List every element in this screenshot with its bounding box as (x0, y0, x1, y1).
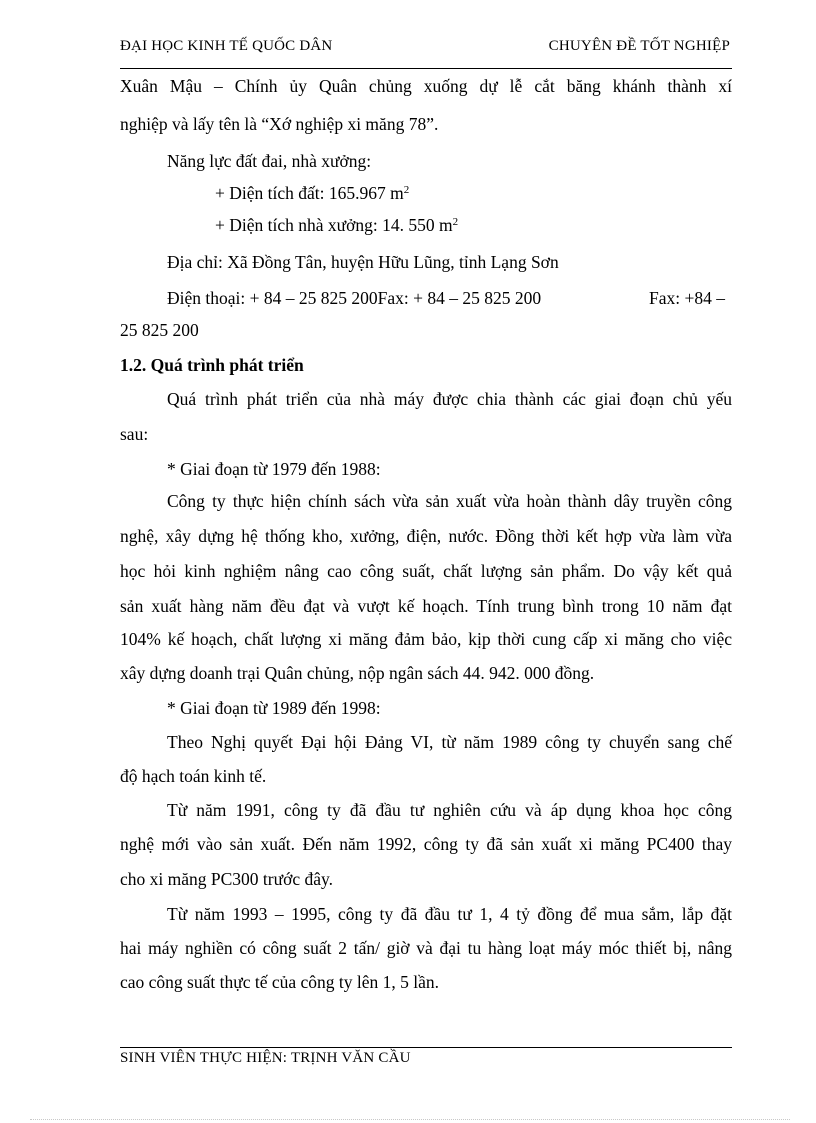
paragraph-line: học hỏi kinh nghiệm nâng cao công suất, chất lượng sản phẩm. Do vậy kết quả (120, 561, 732, 581)
header-university: ĐẠI HỌC KINH TẾ QUỐC DÂN (120, 38, 333, 54)
paragraph-line: xây dựng doanh trại Quân chủng, nộp ngân sách 44. 942. 000 đồng. (120, 663, 595, 683)
paragraph-line: nghiệp và lấy tên là “Xớ nghiệp xi măng 78”. (120, 114, 439, 134)
superscript: 2 (403, 184, 410, 196)
address-line: Địa chỉ: Xã Đồng Tân, huyện Hữu Lũng, tỉnh Lạng Sơn (167, 252, 559, 272)
paragraph-line: cao công suất thực tế của công ty lên 1, 5 lần. (120, 972, 440, 992)
paragraph-line: Xuân Mậu – Chính ủy Quân chủng xuống dự lễ cắt băng khánh thành xí (120, 76, 732, 96)
paragraph-line: Từ năm 1993 – 1995, công ty đã đầu tư 1, 4 tỷ đồng để mua sắm, lắp đặt (167, 904, 732, 924)
period-heading: * Giai đoạn từ 1979 đến 1988: (167, 459, 381, 479)
paragraph-line: Quá trình phát triển của nhà máy được chia thành các giai đoạn chủ yếu (167, 389, 732, 409)
paragraph-line: 104% kế hoạch, chất lượng xi măng đảm bảo, kịp thời cung cấp xi măng cho việc (120, 629, 732, 649)
superscript: 2 (452, 216, 459, 228)
paragraph-line: nghệ, xây dựng hệ thống kho, xưởng, điện, nước. Đồng thời kết hợp vừa làm vừa (120, 526, 732, 546)
header-rule (120, 68, 732, 69)
page-header (120, 38, 730, 60)
paragraph-line: hai máy nghiền có công suất 2 tấn/ giờ và đại tu hàng loạt máy móc thiết bị, nâng (120, 938, 732, 958)
paragraph-line: độ hạch toán kinh tế. (120, 766, 267, 786)
footer-rule (120, 1047, 732, 1048)
period-heading: * Giai đoạn từ 1989 đến 1998: (167, 698, 381, 718)
paragraph-line: Theo Nghị quyết Đại hội Đảng VI, từ năm 1989 công ty chuyển sang chế (167, 732, 732, 752)
paragraph-line: nghệ mới vào sản xuất. Đến năm 1992, công ty đã sản xuất xi măng PC400 thay (120, 834, 732, 854)
section-heading: 1.2. Quá trình phát triển (120, 355, 304, 375)
page-edge-dotted-line (30, 1119, 790, 1120)
paragraph-line: 25 825 200 (120, 320, 199, 340)
phone-fax-line: Điện thoại: + 84 – 25 825 200Fax: + 84 – 25 825 200 (167, 288, 542, 308)
land-area-line (215, 182, 409, 204)
paragraph-line: Từ năm 1991, công ty đã đầu tư nghiên cứu và áp dụng khoa học công (167, 800, 732, 820)
page-footer: SINH VIÊN THỰC HIỆN: TRỊNH VĂN CẦU (120, 1050, 411, 1066)
paragraph-line: Công ty thực hiện chính sách vừa sản xuất vừa hoàn thành dây truyền công (167, 491, 732, 511)
paragraph-line: Năng lực đất đai, nhà xưởng: (167, 151, 372, 171)
workshop-area-text: + Diện tích nhà xưởng: 14. 550 m (215, 215, 453, 235)
paragraph-line: cho xi măng PC300 trước đây. (120, 869, 333, 889)
paragraph-line: sau: (120, 424, 149, 444)
fax-line: Fax: +84 – (649, 288, 725, 308)
workshop-area-line (215, 214, 458, 236)
paragraph-line: sản xuất hàng năm đều đạt và vượt kế hoạch. Tính trung bình trong 10 năm đạt (120, 596, 732, 616)
header-document-type: CHUYÊN ĐỀ TỐT NGHIỆP (548, 38, 730, 54)
land-area-text: + Diện tích đất: 165.967 m (215, 183, 404, 203)
